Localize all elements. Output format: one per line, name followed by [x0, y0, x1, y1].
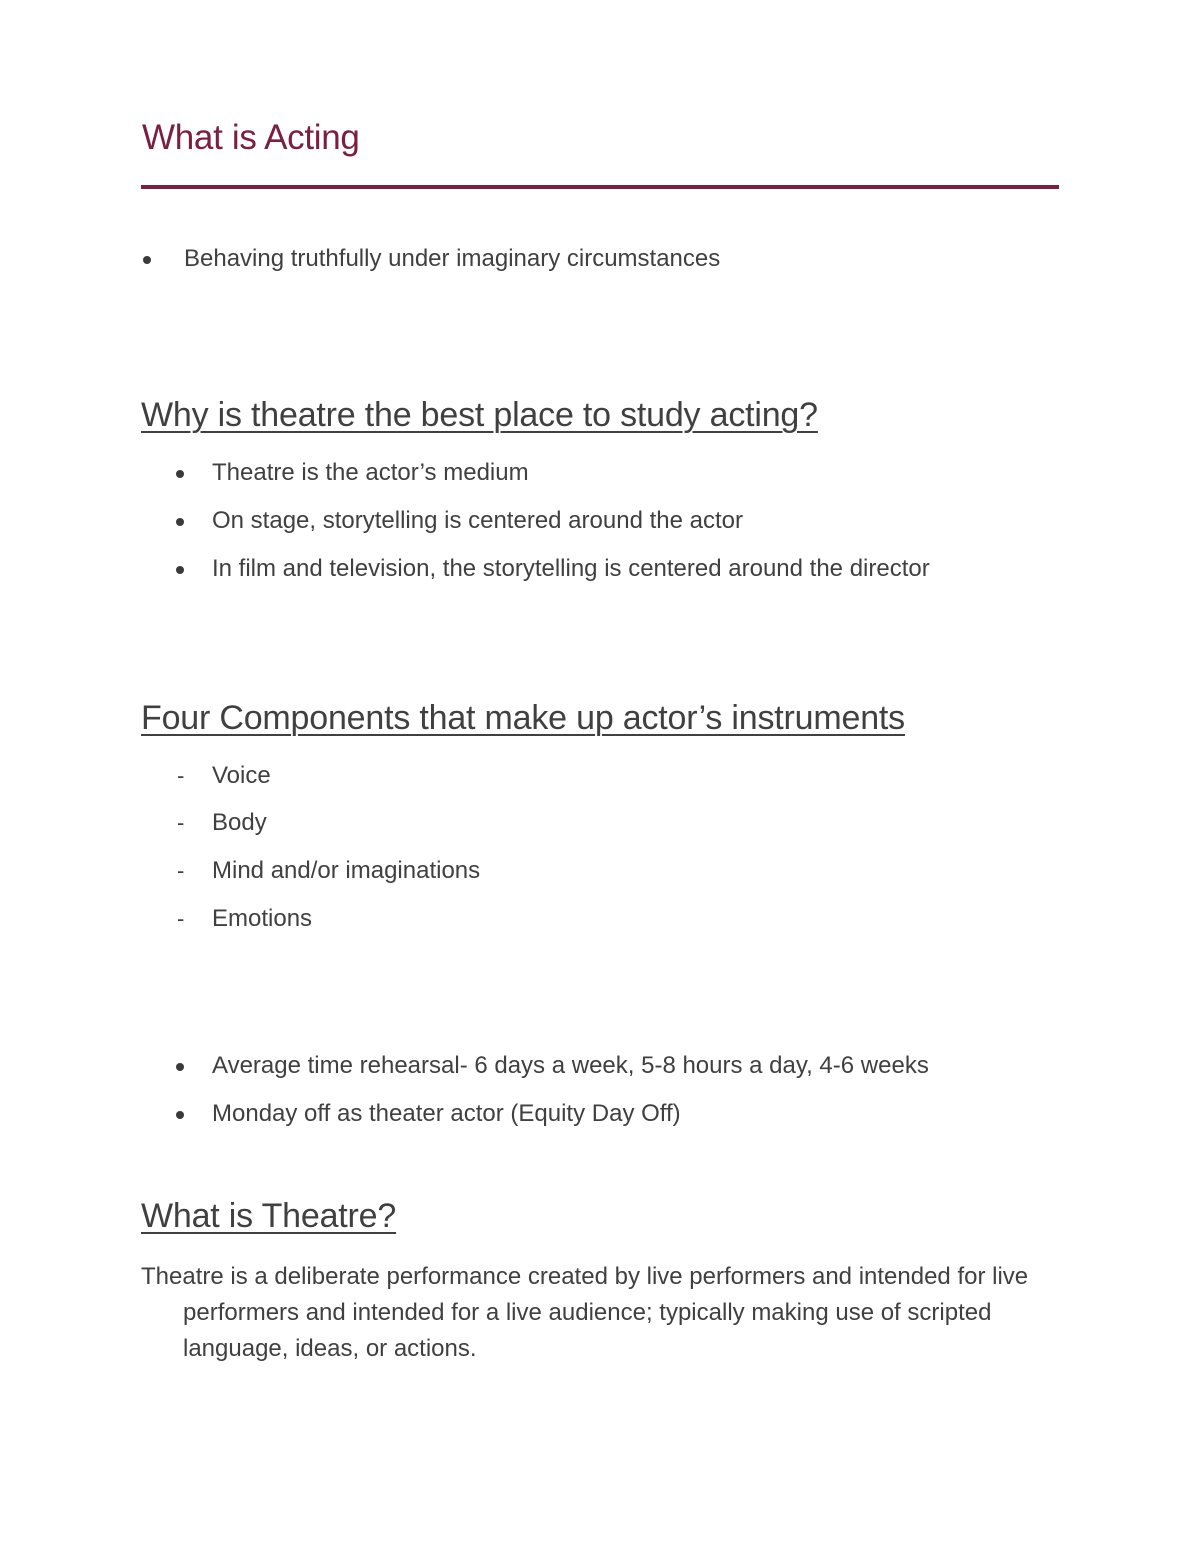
list-item: On stage, storytelling is centered around the actor: [212, 507, 743, 534]
page-title: What is Acting: [142, 118, 360, 157]
acting-definition: Behaving truthfully under imaginary circumstances: [184, 245, 721, 272]
list-item: Voice: [212, 762, 271, 789]
dash-marker: -: [177, 763, 185, 788]
title-rule: [141, 185, 1059, 189]
list-item: Mind and/or imaginations: [212, 857, 481, 884]
list-item: In film and television, the storytelling is centered around the director: [212, 555, 930, 582]
section-heading-why: Why is theatre the best place to study acting?: [141, 396, 818, 434]
list-item: Emotions: [212, 905, 313, 932]
bullet-icon: [176, 518, 184, 526]
dash-marker: -: [177, 858, 185, 883]
bullet-icon: [176, 566, 184, 574]
list-item: Body: [212, 809, 267, 836]
dash-marker: -: [177, 906, 185, 931]
list-item: Theatre is the actor’s medium: [212, 459, 529, 486]
list-item: Monday off as theater actor (Equity Day Off): [212, 1100, 681, 1127]
section-heading-theatre: What is Theatre?: [141, 1197, 397, 1235]
dash-marker: -: [177, 810, 185, 835]
bullet-icon: [176, 1111, 184, 1119]
theatre-definition-paragraph: Theatre is a deliberate performance created by live performers and intended for live performers and intended for a live audience; typically making use of scripted language, ideas, or actions.: [141, 1263, 1029, 1362]
bullet-icon: [176, 1063, 184, 1071]
bullet-icon: [176, 470, 184, 478]
bullet-icon: [143, 256, 151, 264]
list-item: Average time rehearsal- 6 days a week, 5-8 hours a day, 4-6 weeks: [212, 1052, 929, 1079]
section-heading-components: Four Components that make up actor’s instruments: [141, 699, 905, 737]
